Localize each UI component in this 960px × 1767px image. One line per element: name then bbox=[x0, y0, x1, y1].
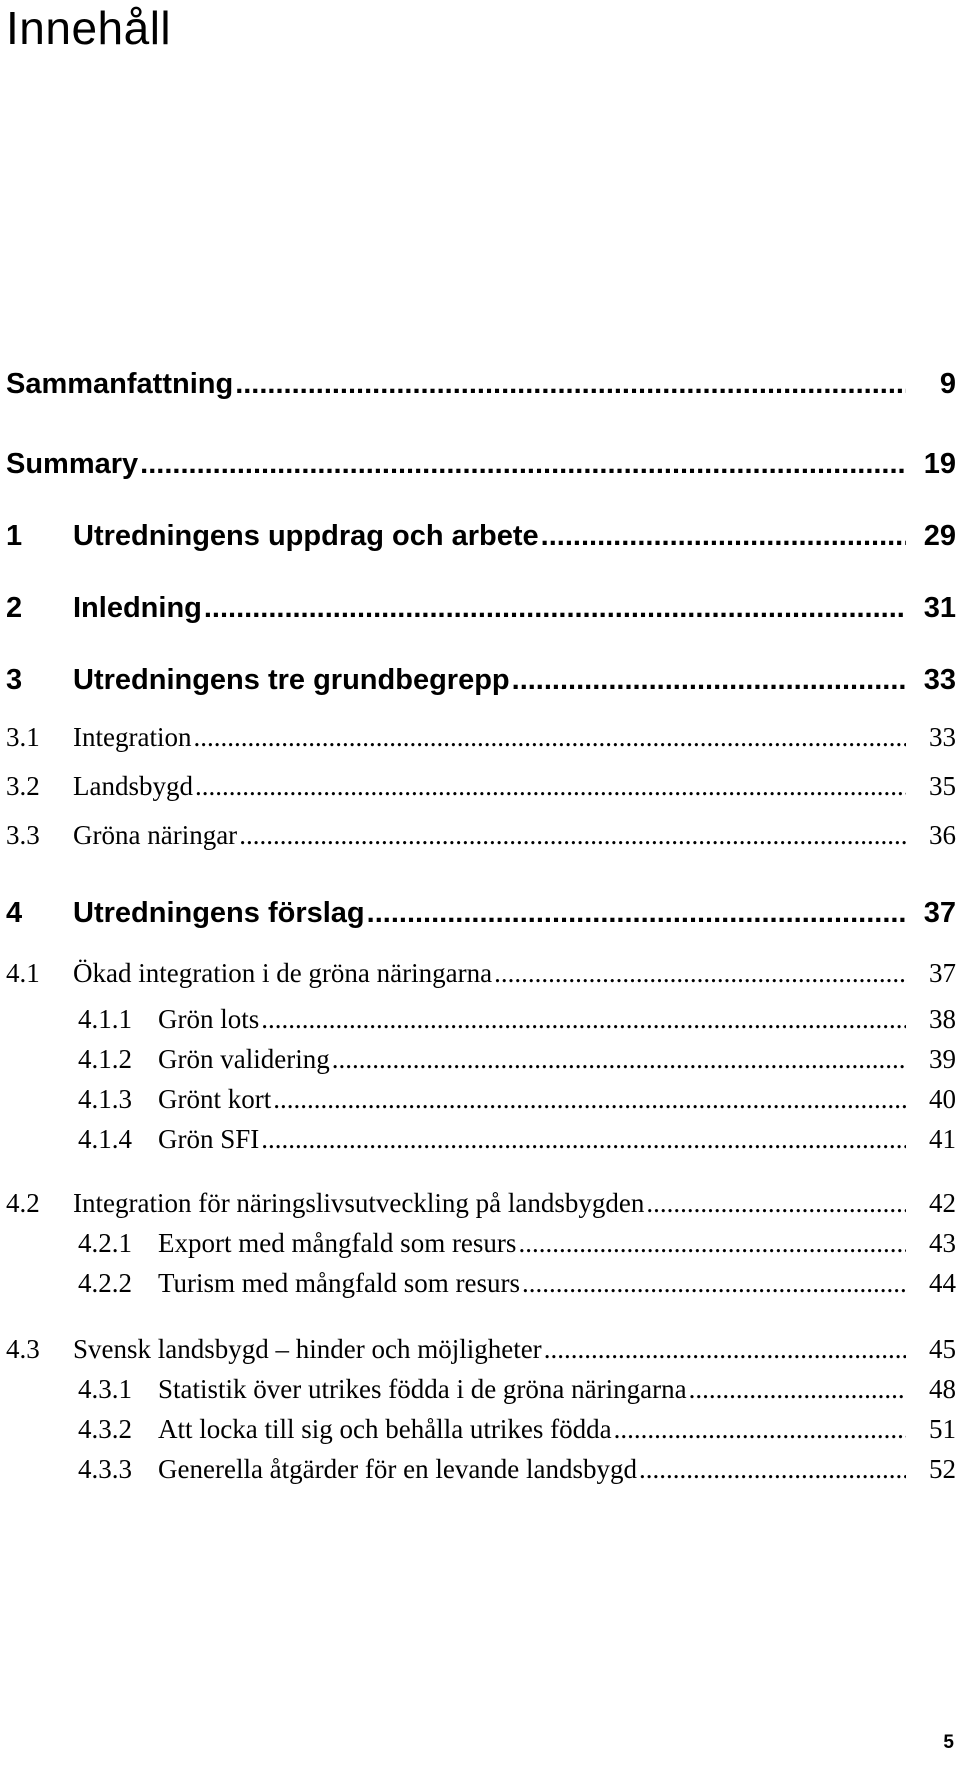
toc-entry-page: 45 bbox=[929, 1334, 956, 1364]
toc-entry[interactable] bbox=[0, 1124, 960, 1164]
toc-entry-title: Export med mångfald som resurs bbox=[158, 1228, 517, 1258]
dot-leader bbox=[639, 1454, 906, 1485]
toc-entry-number: 4.1.3 bbox=[78, 1084, 132, 1114]
dot-leader bbox=[494, 958, 906, 989]
toc-entry-page: 33 bbox=[923, 664, 956, 696]
toc-entry-title: Landsbygd bbox=[73, 771, 193, 801]
toc-entry-label bbox=[158, 1414, 906, 1445]
toc-entry-title: Att locka till sig och behålla utrikes födda bbox=[158, 1414, 612, 1444]
toc-entry-page: 41 bbox=[929, 1124, 956, 1154]
toc-entry-title: Grönt kort bbox=[158, 1084, 272, 1114]
toc-entry-page: 43 bbox=[929, 1228, 956, 1258]
dot-leader bbox=[239, 820, 906, 851]
dot-leader bbox=[195, 771, 906, 802]
toc-entry[interactable] bbox=[0, 520, 960, 560]
toc-entry-number: 4.1.4 bbox=[78, 1124, 132, 1154]
toc-entry[interactable] bbox=[0, 1454, 960, 1494]
toc-entry-page: 37 bbox=[923, 897, 956, 929]
toc-entry-number: 4.3.1 bbox=[78, 1374, 132, 1404]
toc-entry[interactable] bbox=[0, 448, 960, 488]
toc-entry-title: Generella åtgärder för en levande landsbygd bbox=[158, 1454, 638, 1484]
toc-entry-number: 4.2.1 bbox=[78, 1228, 132, 1258]
toc-entry-label bbox=[73, 897, 906, 930]
toc-entry-page: 9 bbox=[939, 368, 956, 400]
toc-entry-number: 3.2 bbox=[6, 771, 40, 801]
dot-leader bbox=[518, 1228, 906, 1259]
toc-entry[interactable] bbox=[0, 722, 960, 762]
toc-entry[interactable] bbox=[0, 1004, 960, 1044]
toc-entry-page: 40 bbox=[929, 1084, 956, 1114]
dot-leader bbox=[689, 1374, 906, 1405]
toc-entry[interactable] bbox=[0, 897, 960, 937]
toc-entry-page: 42 bbox=[929, 1188, 956, 1218]
dot-leader bbox=[646, 1188, 906, 1219]
toc-entry-number: 3 bbox=[6, 664, 23, 696]
dot-leader bbox=[261, 1004, 906, 1035]
toc-entry-number: 4.3.3 bbox=[78, 1454, 132, 1484]
toc-entry-title: Gröna näringar bbox=[73, 820, 238, 850]
dot-leader bbox=[522, 1268, 906, 1299]
toc-entry-page: 31 bbox=[923, 592, 956, 624]
toc-entry-title: Integration för näringslivsutveckling på landsbygden bbox=[73, 1188, 645, 1218]
dot-leader bbox=[541, 520, 906, 553]
toc-entry[interactable] bbox=[0, 1374, 960, 1414]
toc-entry-number: 4.3.2 bbox=[78, 1414, 132, 1444]
toc-entry-title: Grön SFI bbox=[158, 1124, 260, 1154]
toc-entry-title: Inledning bbox=[73, 592, 202, 624]
toc-entry[interactable] bbox=[0, 1084, 960, 1124]
toc-entry-label bbox=[158, 1004, 906, 1035]
toc-entry[interactable] bbox=[0, 771, 960, 811]
toc-entry[interactable] bbox=[0, 368, 960, 408]
toc-entry-label bbox=[6, 368, 906, 401]
toc-entry-label bbox=[73, 722, 906, 753]
toc-entry-number: 4 bbox=[6, 897, 23, 929]
toc-entry-label bbox=[73, 771, 906, 802]
toc-entry-label bbox=[158, 1044, 906, 1075]
toc-entry-label bbox=[73, 520, 906, 553]
toc-entry-label bbox=[73, 664, 906, 697]
toc-entry[interactable] bbox=[0, 820, 960, 860]
toc-entry-number: 4.2.2 bbox=[78, 1268, 132, 1298]
toc-entry[interactable] bbox=[0, 1188, 960, 1228]
toc-entry-number: 4.1.1 bbox=[78, 1004, 132, 1034]
dot-leader bbox=[140, 448, 906, 481]
toc-entry-number: 1 bbox=[6, 520, 23, 552]
toc-entry-page: 38 bbox=[929, 1004, 956, 1034]
toc-entry-page: 37 bbox=[929, 958, 956, 988]
dot-leader bbox=[261, 1124, 906, 1155]
toc-entry-page: 35 bbox=[929, 771, 956, 801]
toc-entry-number: 4.2 bbox=[6, 1188, 40, 1218]
toc-entry-page: 29 bbox=[923, 520, 956, 552]
toc-entry-label bbox=[73, 592, 906, 625]
dot-leader bbox=[193, 722, 906, 753]
toc-entry-title: Ökad integration i de gröna näringarna bbox=[73, 958, 493, 988]
toc-entry-label bbox=[158, 1084, 906, 1115]
toc-entry-title: Grön validering bbox=[158, 1044, 330, 1074]
page-title: Innehåll bbox=[6, 2, 172, 54]
toc-entry[interactable] bbox=[0, 958, 960, 998]
page-number: 5 bbox=[943, 1732, 954, 1753]
dot-leader bbox=[204, 592, 906, 625]
toc-entry-label bbox=[158, 1374, 906, 1405]
toc-entry-title: Statistik över utrikes födda i de gröna näringarna bbox=[158, 1374, 687, 1404]
toc-entry[interactable] bbox=[0, 1268, 960, 1308]
dot-leader bbox=[273, 1084, 906, 1115]
toc-entry-label bbox=[73, 958, 906, 989]
toc-entry-label bbox=[73, 1188, 906, 1219]
toc-entry[interactable] bbox=[0, 1044, 960, 1084]
toc-entry-title: Sammanfattning bbox=[6, 368, 234, 400]
toc-entry[interactable] bbox=[0, 1334, 960, 1374]
toc-entry-number: 4.1.2 bbox=[78, 1044, 132, 1074]
dot-leader bbox=[332, 1044, 906, 1075]
toc-entry-page: 44 bbox=[929, 1268, 956, 1298]
toc-entry-label bbox=[158, 1124, 906, 1155]
dot-leader bbox=[614, 1414, 906, 1445]
toc-entry-page: 33 bbox=[929, 722, 956, 752]
toc-entry-label bbox=[73, 820, 906, 851]
toc-entry-page: 39 bbox=[929, 1044, 956, 1074]
toc-entry-title: Turism med mångfald som resurs bbox=[158, 1268, 520, 1298]
toc-entry[interactable] bbox=[0, 664, 960, 704]
toc-entry-page: 52 bbox=[929, 1454, 956, 1484]
toc-entry-label bbox=[158, 1268, 906, 1299]
toc-entry[interactable] bbox=[0, 592, 960, 632]
toc-entry-label bbox=[6, 448, 906, 481]
toc-entry-title: Utredningens tre grundbegrepp bbox=[73, 664, 510, 696]
toc-entry-label bbox=[158, 1228, 906, 1259]
dot-leader bbox=[235, 368, 906, 401]
toc-entry-number: 4.3 bbox=[6, 1334, 40, 1364]
toc-entry-title: Utredningens förslag bbox=[73, 897, 365, 929]
toc-entry[interactable] bbox=[0, 1228, 960, 1268]
toc-entry-page: 51 bbox=[929, 1414, 956, 1444]
dot-leader bbox=[367, 897, 906, 930]
toc-entry-number: 3.1 bbox=[6, 722, 40, 752]
dot-leader bbox=[544, 1334, 906, 1365]
toc-entry-title: Utredningens uppdrag och arbete bbox=[73, 520, 539, 552]
toc-entry-title: Summary bbox=[6, 448, 139, 480]
toc-entry-number: 2 bbox=[6, 592, 23, 624]
toc-entry-title: Svensk landsbygd – hinder och möjligheter bbox=[73, 1334, 542, 1364]
toc-entry-number: 4.1 bbox=[6, 958, 40, 988]
toc-entry-label bbox=[73, 1334, 906, 1365]
toc-entry-title: Integration bbox=[73, 722, 192, 752]
dot-leader bbox=[512, 664, 906, 697]
toc-entry[interactable] bbox=[0, 1414, 960, 1454]
toc-entry-number: 3.3 bbox=[6, 820, 40, 850]
toc-entry-title: Grön lots bbox=[158, 1004, 260, 1034]
toc-entry-label bbox=[158, 1454, 906, 1485]
toc-entry-page: 36 bbox=[929, 820, 956, 850]
toc-entry-page: 19 bbox=[923, 448, 956, 480]
toc-entry-page: 48 bbox=[929, 1374, 956, 1404]
